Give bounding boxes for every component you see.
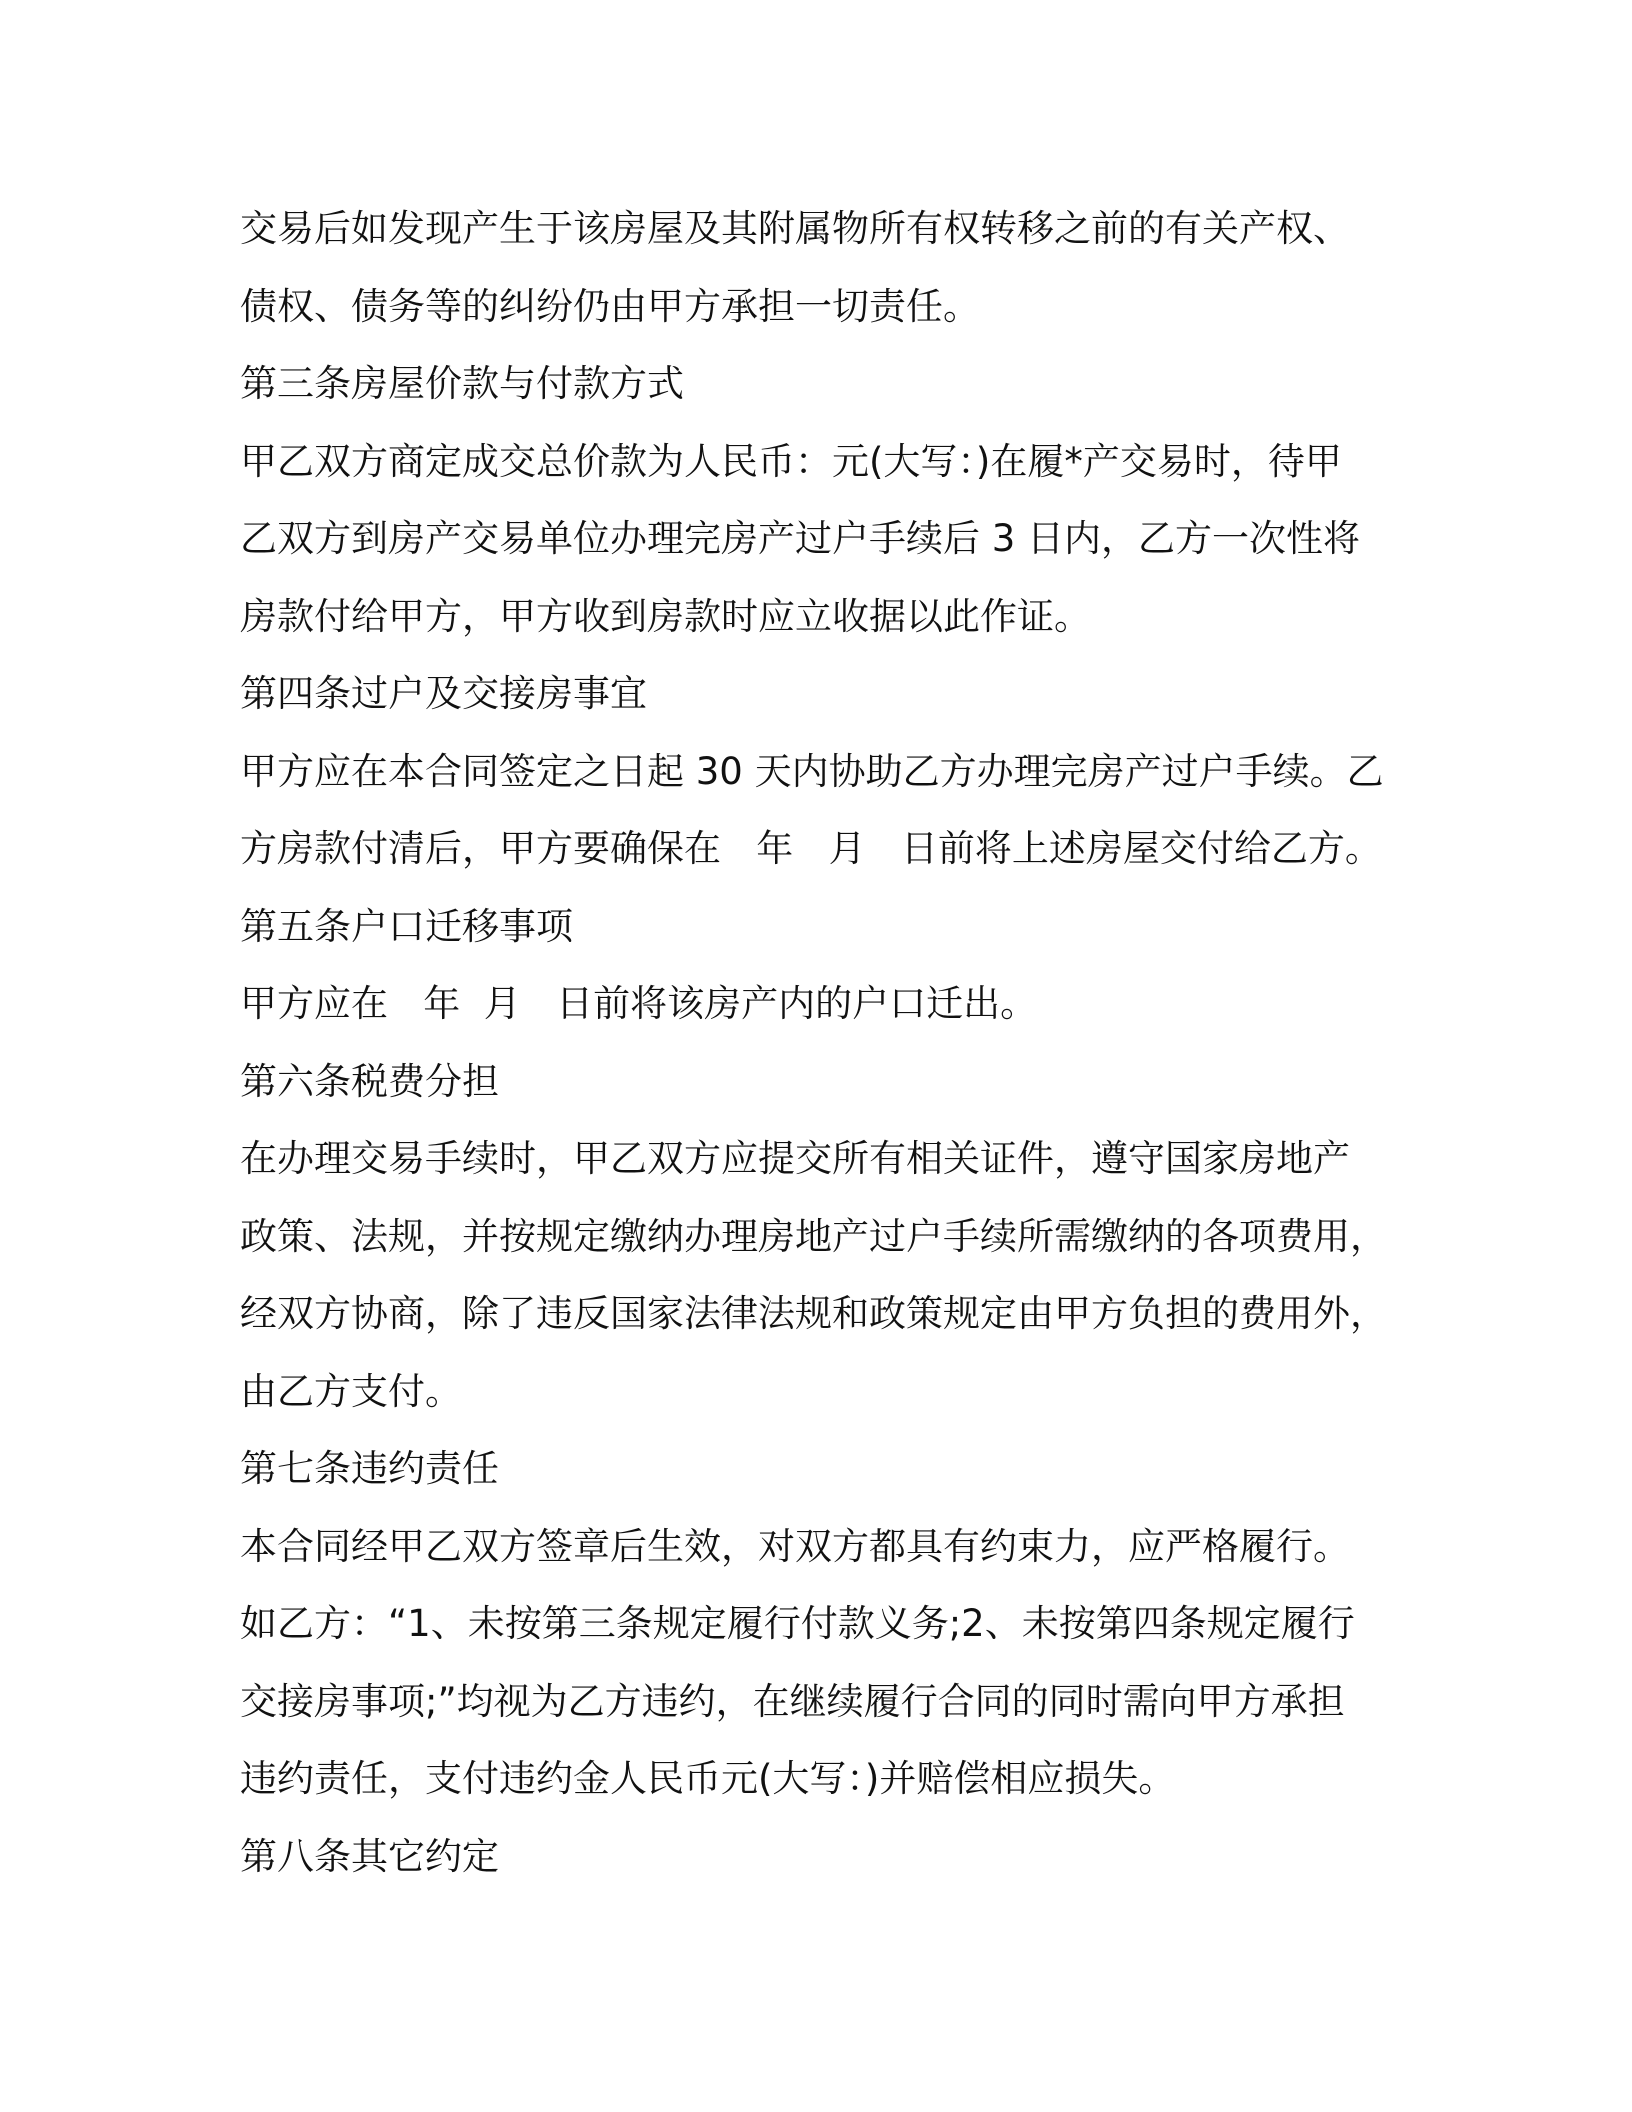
body-line: 房款付给甲方，甲方收到房款时应立收据以此作证。 xyxy=(240,594,1091,638)
body-line: 方房款付清后，甲方要确保在 年 月 日前将上述房屋交付给乙方。 xyxy=(240,827,1382,870)
body-line: 债权、债务等的纠纷仍由甲方承担一切责任。 xyxy=(240,284,980,328)
body-line: 乙双方到房产交易单位办理完房产过户手续后 3 日内，乙方一次性将 xyxy=(240,517,1361,560)
section-heading-article-7: 第七条违约责任 xyxy=(240,1447,499,1490)
body-line: 甲乙双方商定成交总价款为人民币：元(大写：)在履*产交易时，待甲 xyxy=(240,439,1342,483)
body-line: 在办理交易手续时，甲乙双方应提交所有相关证件，遵守国家房地产 xyxy=(240,1137,1350,1180)
body-line: 本合同经甲乙双方签章后生效，对双方都具有约束力，应严格履行。 xyxy=(240,1524,1350,1568)
body-line: 交接房事项;”均视为乙方违约，在继续履行合同的同时需向甲方承担 xyxy=(240,1679,1345,1723)
body-line: 甲方应在 年 月 日前将该房产内的户口迁出。 xyxy=(240,982,1038,1025)
body-line: 政策、法规，并按规定缴纳办理房地产过户手续所需缴纳的各项费用， xyxy=(240,1214,1387,1258)
section-heading-article-5: 第五条户口迁移事项 xyxy=(240,904,573,948)
document-body xyxy=(240,190,1400,1895)
body-line: 由乙方支付。 xyxy=(240,1369,462,1413)
section-heading-article-6: 第六条税费分担 xyxy=(240,1059,499,1103)
section-heading-article-3: 第三条房屋价款与付款方式 xyxy=(240,362,684,405)
section-heading-article-8: 第八条其它约定 xyxy=(240,1834,499,1878)
body-line: 如乙方：“1、未按第三条规定履行付款义务;2、未按第四条规定履行 xyxy=(240,1602,1355,1645)
body-line: 违约责任，支付违约金人民币元(大写：)并赔偿相应损失。 xyxy=(240,1757,1176,1800)
body-line: 经双方协商，除了违反国家法律法规和政策规定由甲方负担的费用外， xyxy=(240,1292,1387,1335)
section-heading-article-4: 第四条过户及交接房事宜 xyxy=(240,672,647,715)
body-line: 甲方应在本合同签定之日起 30 天内协助乙方办理完房产过户手续。乙 xyxy=(240,749,1384,793)
body-line: 交易后如发现产生于该房屋及其附属物所有权转移之前的有关产权、 xyxy=(240,207,1350,250)
